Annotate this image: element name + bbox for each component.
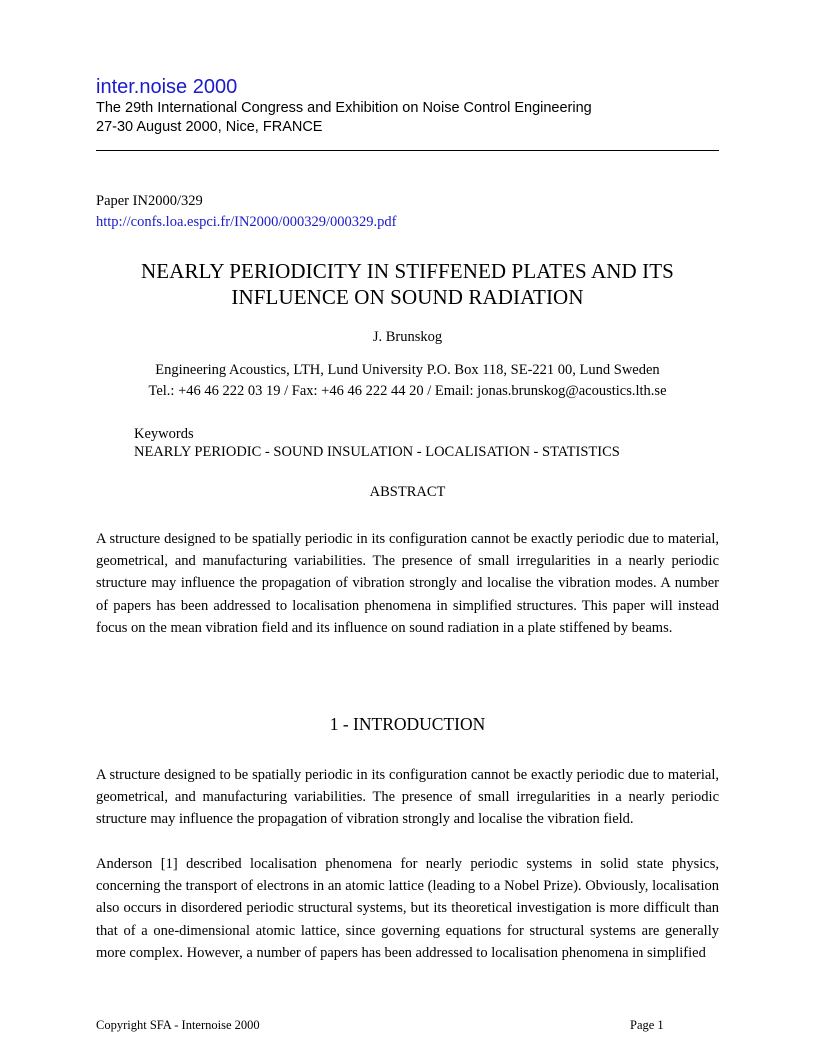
conference-title: The 29th International Congress and Exhibition on Noise Control Engineering <box>96 100 592 116</box>
paper-url-link[interactable]: http://confs.loa.espci.fr/IN2000/000329/000329.pdf <box>96 214 397 230</box>
paper-title-line-1: NEARLY PERIODICITY IN STIFFENED PLATES AND ITS <box>141 259 674 283</box>
affiliation-address: Engineering Acoustics, LTH, Lund University P.O. Box 118, SE-221 00, Lund Sweden <box>155 362 660 378</box>
header-divider <box>96 150 719 151</box>
conference-name: inter.noise 2000 <box>96 76 238 98</box>
keywords-list: NEARLY PERIODIC - SOUND INSULATION - LOCALISATION - STATISTICS <box>134 444 620 460</box>
author-name: J. Brunskog <box>372 329 443 345</box>
abstract-heading: ABSTRACT <box>369 484 446 500</box>
introduction-paragraph-2: Anderson [1] described localisation phenomena for nearly periodic systems in solid state physics, concerning the transport of electrons in an atomic lattice (leading to a Nobel Prize). Obviously, localisation also occurs in disordered periodic structural systems, but its theoretical investigation is more difficult than that of a one-dimensional atomic lattice, since governing equations for structural systems are generally more complex. However, a number of papers has been addressed to localisation phenomena in simplified <box>96 856 719 961</box>
conference-date-location: 27-30 August 2000, Nice, FRANCE <box>96 119 323 135</box>
paper-title-line-2: INFLUENCE ON SOUND RADIATION <box>231 285 584 309</box>
keywords-label: Keywords <box>134 426 194 442</box>
footer-copyright: Copyright SFA - Internoise 2000 <box>96 1018 260 1032</box>
footer-page-number: Page 1 <box>630 1018 664 1032</box>
introduction-paragraph-1: A structure designed to be spatially periodic in its configuration cannot be exactly periodic due to material, geometrical, and manufacturing variabilities. The presence of small irregularities in a nearly periodic structure may influence the propagation of vibration strongly and localise the vibration field. <box>96 767 719 828</box>
paper-id: Paper IN2000/329 <box>96 193 203 209</box>
abstract-text: A structure designed to be spatially periodic in its configuration cannot be exactly periodic due to material, geometrical, and manufacturing variabilities. The presence of small irregularities in a nearly periodic structure may influence the propagation of vibration strongly and localise the vibration modes. A number of papers has been addressed to localisation phenomena in simplified structures. This paper will instead focus on the mean vibration field and its influence on sound radiation in a plate stiffened by beams. <box>96 531 719 636</box>
affiliation-contact: Tel.: +46 46 222 03 19 / Fax: +46 46 222 44 20 / Email: jonas.brunskog@acoustics.lth.se <box>148 383 667 399</box>
section-heading-introduction: 1 - INTRODUCTION <box>329 714 486 734</box>
